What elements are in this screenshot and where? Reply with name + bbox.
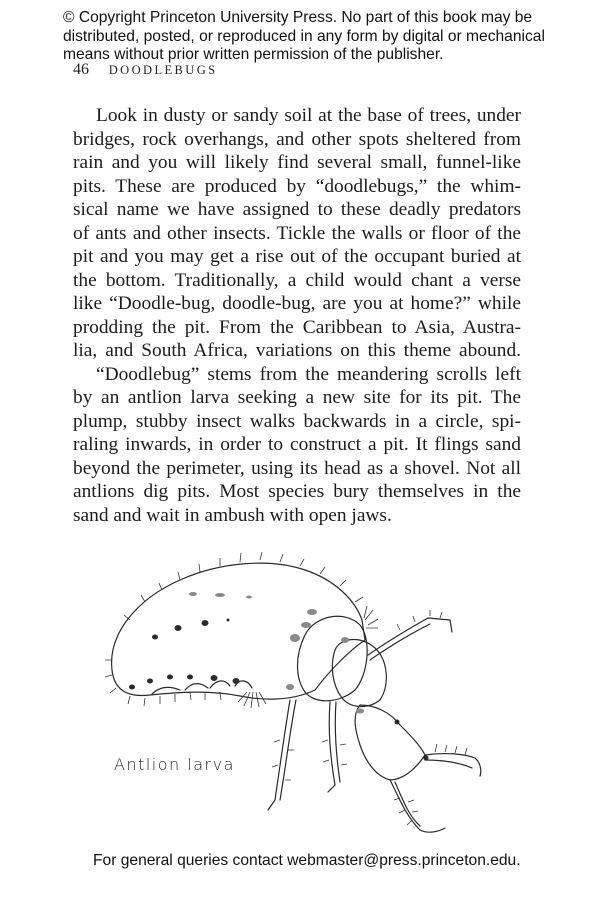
- illustration-caption: Antlion larva: [114, 755, 235, 774]
- text-line: sand and wait in ambush with open jaws.: [73, 504, 392, 526]
- copyright-line: distributed, posted, or reproduced in any form by digital or mechanical: [63, 27, 545, 45]
- text-line: beyond the perimeter, using its head as a shovel. Not all: [73, 457, 521, 479]
- text-line: by an antlion larva seeking a new site for its pit. The: [73, 387, 521, 408]
- thorax-outline: [298, 616, 368, 701]
- text-line: prodding the pit. From the Caribbean to Asia, Austra-: [73, 316, 521, 338]
- text-line: bridges, rock overhangs, and other spots sheltered from: [73, 128, 521, 150]
- text-line: lia, and South Africa, variations on this theme abound.: [73, 340, 521, 361]
- text-line: raling inwards, in order to construct a pit. It flings sand: [73, 434, 521, 455]
- text-line: Look in dusty or sandy soil at the base of trees, under: [96, 105, 521, 126]
- text-line: “Doodlebug” stems from the meandering scrolls left: [96, 363, 521, 385]
- text-line: of ants and other insects. Tickle the walls or floor of the: [73, 222, 521, 244]
- text-line: antlions dig pits. Most species bury themselves in the: [73, 481, 521, 502]
- paragraph-1: [73, 104, 521, 363]
- chapter-title: DOODLEBUGS: [108, 63, 218, 77]
- text-line: pits. These are produced by “doodlebugs,” the whim-: [73, 175, 521, 197]
- head-outline: [332, 640, 386, 707]
- body-text: [73, 104, 521, 527]
- antlion-larva-illustration: [90, 540, 490, 840]
- text-line: pit and you may get a rise out of the occupant buried at: [73, 246, 521, 267]
- page-number: 46: [73, 61, 89, 78]
- mandible-upper: [425, 754, 481, 776]
- copyright-notice: [63, 9, 563, 65]
- leg-front: [368, 618, 452, 655]
- footer-contact: For general queries contact webmaster@press.princeton.edu.: [93, 852, 521, 869]
- leg-middle: [328, 702, 335, 792]
- text-line: sical name we have assigned to these deadly predators: [73, 199, 521, 220]
- copyright-line: means without prior written permission of the publisher.: [63, 46, 444, 63]
- text-line: plump, stubby insect walks backwards in a circle, spi-: [73, 410, 521, 432]
- paragraph-2: [73, 363, 521, 528]
- text-line: rain and you will likely find several small, funnel-like: [73, 152, 521, 173]
- text-line: like “Doodle-bug, doodle-bug, are you at home?” while: [73, 293, 521, 314]
- running-head: [73, 61, 217, 79]
- text-line: the bottom. Traditionally, a child would chant a verse: [73, 269, 521, 291]
- copyright-line: © Copyright Princeton University Press. No part of this book may be: [63, 9, 533, 26]
